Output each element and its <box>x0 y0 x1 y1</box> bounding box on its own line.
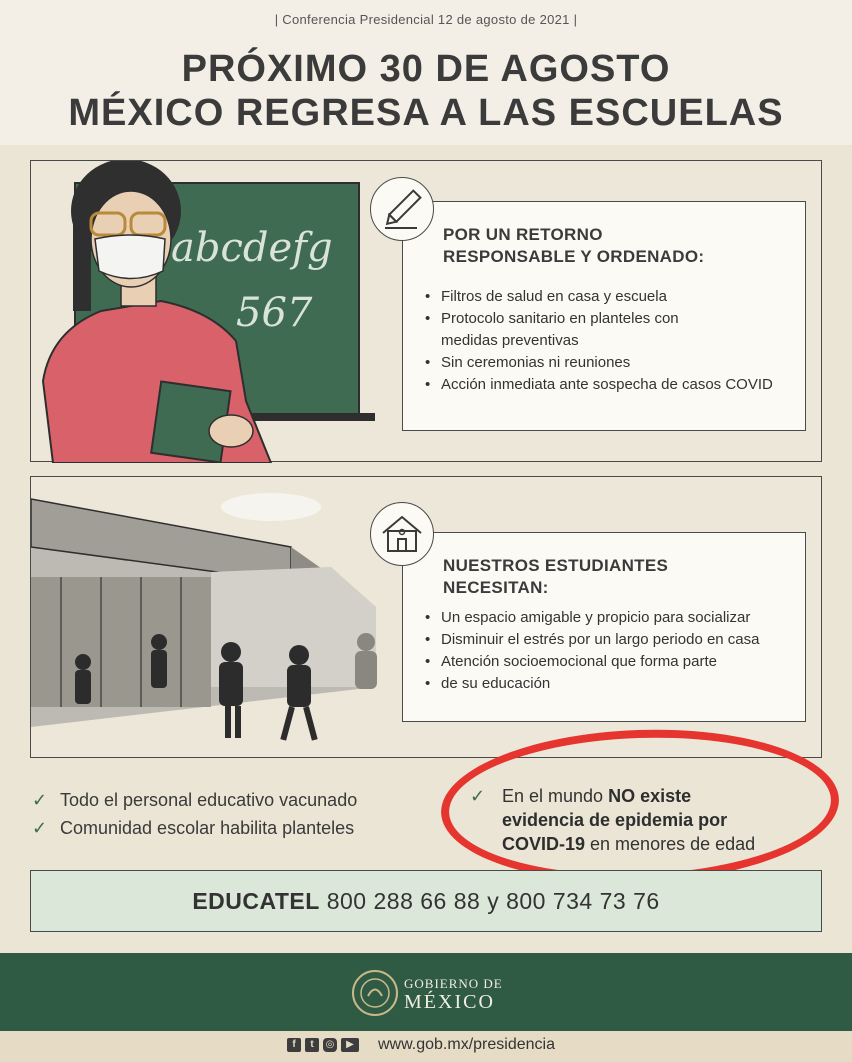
check-item-planteles: ✓ Comunidad escolar habilita planteles <box>32 818 355 838</box>
check-icon: ✓ <box>32 790 48 810</box>
school-icon <box>370 502 434 566</box>
list-item: • Filtros de salud en casa y escuela <box>425 286 795 308</box>
presidencia-link[interactable]: www.gob.mx/presidencia <box>378 1036 555 1053</box>
check-item-vacunado: ✓ Todo el personal educativo vacunado <box>32 790 358 810</box>
board-text-numbers: 567 <box>236 290 313 336</box>
retorno-infobox <box>402 201 806 431</box>
list-item: • Sin ceremonias ni reuniones <box>425 352 795 374</box>
educatel-numbers: 800 288 66 88 y 800 734 73 76 <box>319 888 660 914</box>
estudiantes-infobox <box>402 532 806 722</box>
list-item: • Acción inmediata ante sospecha de casos COVID <box>425 374 795 396</box>
twitter-icon[interactable]: t <box>305 1038 319 1052</box>
list-item: medidas preventivas <box>441 332 579 349</box>
headline-line-2: MÉXICO REGRESA A LAS ESCUELAS <box>68 92 784 134</box>
list-item: • de su educación <box>425 673 795 695</box>
estudiantes-list <box>425 607 795 695</box>
educatel-banner <box>30 870 822 932</box>
list-item: • Atención socioemocional que forma parte <box>425 651 795 673</box>
list-item: • Protocolo sanitario en planteles con <box>425 308 795 330</box>
coat-of-arms-icon <box>350 968 400 1018</box>
check-icon: ✓ <box>470 786 486 806</box>
retorno-title: POR UN RETORNO RESPONSABLE Y ORDENADO: <box>443 225 705 266</box>
check-icon: ✓ <box>32 818 48 838</box>
youtube-icon[interactable]: ▶ <box>341 1038 359 1052</box>
instagram-icon[interactable]: ◎ <box>323 1038 337 1052</box>
check-item-evidencia: En el mundo NO existe evidencia de epidemia por COVID-19 en menores de edad <box>502 786 756 854</box>
list-item: • Un espacio amigable y propicio para socializar <box>425 607 795 629</box>
social-icons <box>287 1038 359 1052</box>
retorno-list <box>425 286 795 396</box>
headline-line-1: PRÓXIMO 30 DE AGOSTO <box>181 48 671 90</box>
pencil-icon <box>370 177 434 241</box>
list-item: • Disminuir el estrés por un largo periodo en casa <box>425 629 795 651</box>
facebook-icon[interactable]: f <box>287 1038 301 1052</box>
conference-line: | Conferencia Presidencial 12 de agosto de 2021 | <box>274 12 578 27</box>
educatel-label: EDUCATEL <box>192 888 320 914</box>
estudiantes-title: NUESTROS ESTUDIANTES NECESITAN: <box>443 556 669 597</box>
government-logo-text: GOBIERNO DE MÉXICO <box>404 976 503 1013</box>
board-text-letters: abcdefg <box>171 225 333 271</box>
